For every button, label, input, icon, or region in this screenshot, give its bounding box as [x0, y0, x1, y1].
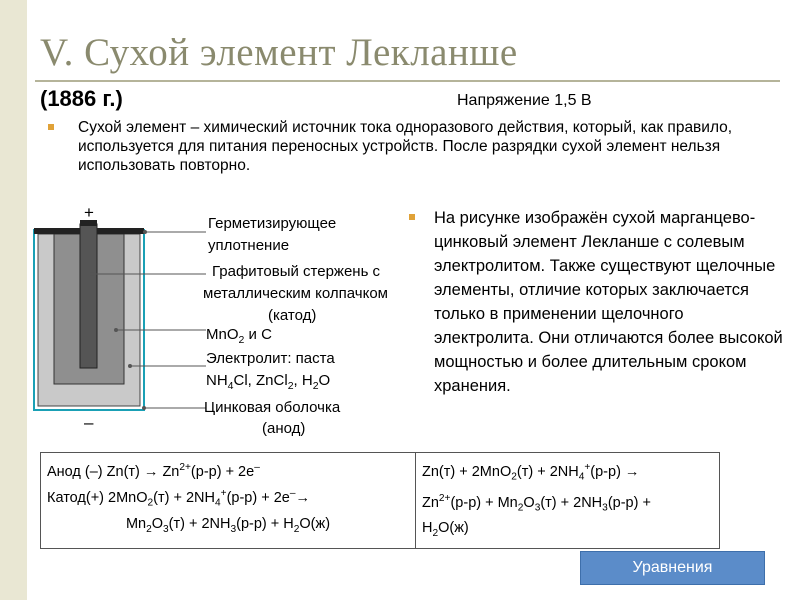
label-electrolyte-2: $NH_4Cl$, ZnCl$_2$, $H_2O$	[206, 372, 331, 392]
label-zinc-1: Цинковая оболочка	[204, 399, 341, 416]
label-mno2: MnO$_2$ и С	[206, 326, 272, 346]
total-equation-line2: $Zn^{2+}(р-р) + Mn_2O_3(т) + 2NH_3(р-р)$ +	[422, 492, 651, 514]
equations-table	[40, 452, 720, 549]
anode-equation: Анод (–) $Zn(т) \to Zn^{2+}(р-р) + 2e^-$	[47, 462, 260, 480]
dry-cell-figure	[30, 198, 210, 428]
label-rod-3: (катод)	[268, 307, 317, 324]
title-divider	[35, 80, 780, 82]
intro-paragraph: Сухой элемент – химический источник тока одноразового действия, который, как правило, используется для питания переносных устройств. После разрядки сухой элемент нельзя использовать повторно.	[78, 119, 733, 174]
half-reactions-cell	[41, 453, 416, 549]
label-seal-1: Герметизирующее	[208, 215, 337, 232]
bullet-icon	[48, 124, 54, 130]
dry-cell-diagram	[30, 198, 210, 433]
total-reaction-cell	[416, 453, 720, 549]
plus-terminal: +	[84, 203, 94, 222]
left-decor-bar	[0, 0, 27, 600]
year-heading: (1886 г.)	[40, 86, 123, 111]
side-paragraph: На рисунке изображён сухой марганцево-цинковый элемент Лекланше с солевым электролитом. Также существуют щелочные элементы, отличие которых заключается только в применении щелочного электролита. Они отличаются более высокой мощностью и более длительным сроком хранения.	[434, 209, 783, 395]
equations-button[interactable]: Уравнения	[580, 551, 765, 585]
voltage-text: Напряжение 1,5 В	[457, 92, 592, 109]
total-equation-line1: $Zn(т) + 2MnO_2(т) + 2NH_4^+(р-р)$ →	[422, 462, 640, 483]
bullet-icon	[409, 214, 415, 220]
label-rod-1: Графитовый стержень с	[212, 263, 381, 280]
cathode-equation-line1: Катод(+) $2MnO_2(т) + 2NH_4^+(р-р) + 2e^-\to$	[47, 487, 310, 509]
minus-terminal: –	[84, 413, 94, 432]
slide-title: V. Сухой элемент Лекланше	[40, 31, 518, 74]
label-zinc-2: (анод)	[262, 420, 306, 437]
graphite-rod	[80, 224, 97, 368]
label-rod-2: металлическим колпачком	[203, 285, 388, 302]
total-equation-line3: $H_2O(ж)$	[422, 520, 469, 540]
label-electrolyte-1: Электролит: паста	[206, 350, 335, 367]
label-seal-2: уплотнение	[208, 237, 290, 254]
cathode-equation-line2: $Mn_2O_3(т) + 2NH_3(р-р) + H_2O(ж)$	[125, 515, 331, 535]
